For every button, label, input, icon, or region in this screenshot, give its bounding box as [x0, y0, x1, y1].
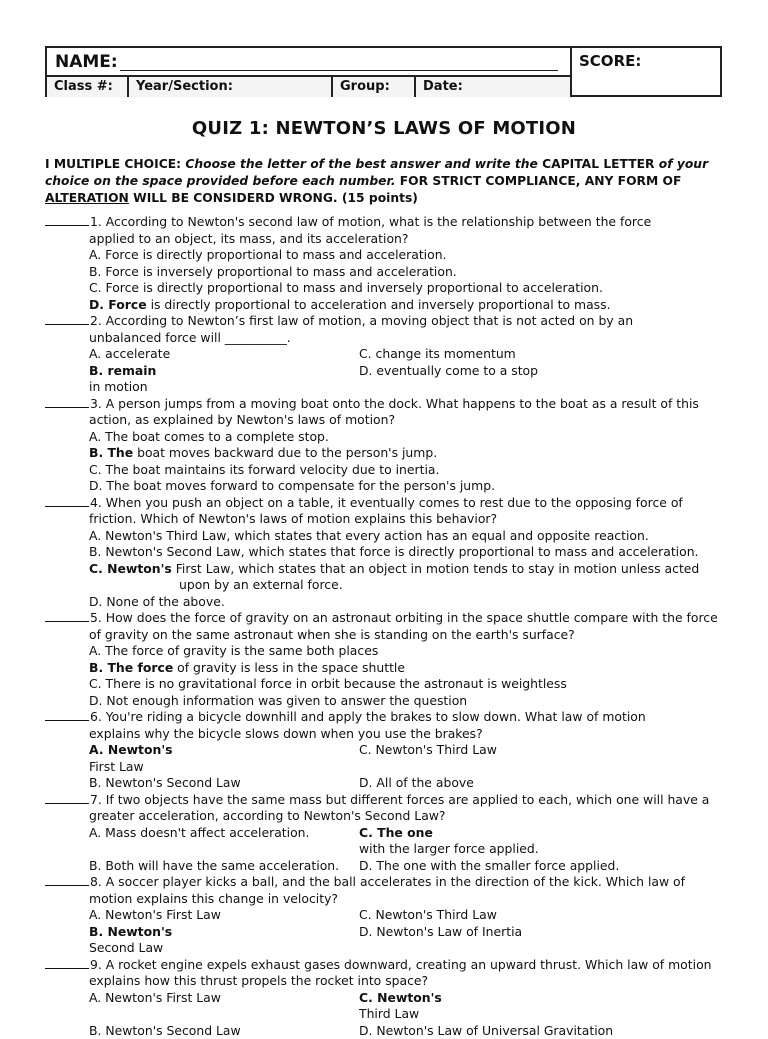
option-b-bold: B. Newton's	[89, 924, 172, 939]
option-b	[89, 924, 359, 957]
option-a: A. Force is directly proportional to mass and acceleration.	[45, 247, 725, 264]
student-info-box	[45, 46, 722, 97]
question-stem: 8. A soccer player kicks a ball, and the ball accelerates in the direction of the kick. Which law of	[90, 874, 685, 889]
answer-blank[interactable]	[45, 313, 89, 325]
class-number-label: Class #:	[47, 77, 129, 97]
question-1	[45, 214, 725, 313]
option-c-bold: C. The one	[359, 825, 433, 840]
option-a: A. The boat comes to a complete stop.	[45, 429, 725, 446]
option-b-bold: B. The	[89, 445, 133, 460]
question-5	[45, 610, 725, 709]
option-c	[359, 990, 629, 1023]
option-a: A. Newton's First Law	[89, 907, 359, 924]
answer-blank[interactable]	[45, 214, 89, 226]
instr-alteration: ALTERATION	[45, 191, 129, 205]
name-label: NAME:	[55, 52, 118, 72]
option-c-rest: Third Law	[359, 1006, 629, 1023]
question-list	[45, 214, 725, 1039]
option-a: A. accelerate	[89, 346, 359, 363]
option-a: A. Mass doesn't affect acceleration.	[89, 825, 359, 858]
question-stem-cont: action, as explained by Newton's laws of motion?	[45, 412, 725, 429]
answer-blank[interactable]	[45, 709, 89, 721]
option-b-bold: B. remain	[89, 363, 156, 378]
option-b: B. Newton's Second Law	[89, 775, 359, 792]
page-title: QUIZ 1: NEWTON’S LAWS OF MOTION	[0, 118, 768, 139]
option-d: D. The one with the smaller force applied.	[359, 858, 629, 875]
group-label: Group:	[333, 77, 416, 97]
option-b	[45, 445, 725, 462]
option-d: D. The boat moves forward to compensate for the person's jump.	[45, 478, 725, 495]
option-d: D. None of the above.	[45, 594, 725, 611]
option-b-rest: Second Law	[89, 940, 359, 957]
answer-blank[interactable]	[45, 874, 89, 886]
name-row	[47, 48, 570, 77]
option-b: B. Both will have the same acceleration.	[89, 858, 359, 875]
part-label: I MULTIPLE CHOICE:	[45, 157, 181, 171]
option-c: C. There is no gravitational force in orbit because the astronaut is weightless	[45, 676, 725, 693]
option-b: B. Force is inversely proportional to mass and acceleration.	[45, 264, 725, 281]
question-stem-cont: friction. Which of Newton's laws of motion explains this behavior?	[45, 511, 725, 528]
question-stem-cont: unbalanced force will __________.	[45, 330, 725, 347]
option-c	[45, 561, 725, 578]
option-c-rest: First Law, which states that an object in motion tends to stay in motion unless acted	[172, 561, 700, 576]
option-d: D. Newton's Law of Universal Gravitation	[359, 1023, 629, 1039]
option-a	[89, 742, 359, 775]
instr-text-4: WILL BE CONSIDERD WRONG. (15 points)	[133, 191, 418, 205]
question-stem: 6. You're riding a bicycle downhill and apply the brakes to slow down. What law of motion	[90, 709, 646, 724]
option-c: C. Newton's Third Law	[359, 742, 629, 775]
question-stem: 4. When you push an object on a table, it eventually comes to rest due to the opposing force of	[90, 495, 683, 510]
answer-blank[interactable]	[45, 610, 89, 622]
option-a: A. Newton's First Law	[89, 990, 359, 1023]
question-stem-cont: of gravity on the same astronaut when she is standing on the earth's surface?	[45, 627, 725, 644]
option-d: D. Not enough information was given to answer the question	[45, 693, 725, 710]
option-b-rest: in motion	[89, 379, 359, 396]
option-c-bold: C. Newton's	[359, 990, 442, 1005]
option-b-rest: boat moves backward due to the person's jump.	[133, 445, 437, 460]
question-7	[45, 792, 725, 875]
question-9	[45, 957, 725, 1039]
question-2	[45, 313, 725, 396]
question-stem: 5. How does the force of gravity on an astronaut orbiting in the space shuttle compare with the force	[90, 610, 718, 625]
answer-blank[interactable]	[45, 396, 89, 408]
question-stem-cont: explains how this thrust propels the rocket into space?	[45, 973, 725, 990]
option-b	[89, 363, 359, 396]
instr-text-1: Choose the letter of the best answer and write the	[185, 157, 538, 171]
option-c: C. change its momentum	[359, 346, 629, 363]
question-stem: 7. If two objects have the same mass but different forces are applied to each, which one will have a	[90, 792, 709, 807]
instructions	[45, 156, 725, 207]
year-section-label: Year/Section:	[129, 77, 333, 97]
instr-text-3: FOR STRICT COMPLIANCE, ANY FORM OF	[400, 174, 682, 188]
question-stem: 3. A person jumps from a moving boat onto the dock. What happens to the boat as a result of this	[90, 396, 699, 411]
option-c-cont: upon by an external force.	[45, 577, 725, 594]
option-d-bold: D. Force	[89, 297, 147, 312]
option-a-bold: A. Newton's	[89, 742, 173, 757]
question-stem: 2. According to Newton’s first law of motion, a moving object that is not acted on by an	[90, 313, 633, 328]
question-4	[45, 495, 725, 611]
date-label: Date:	[416, 77, 570, 97]
option-b: B. Newton's Second Law	[89, 1023, 359, 1039]
instr-text-2: of your choice on the space provided before each number.	[45, 157, 708, 188]
answer-blank[interactable]	[45, 792, 89, 804]
question-6	[45, 709, 725, 792]
question-3	[45, 396, 725, 495]
option-a-rest: First Law	[89, 759, 359, 776]
name-field[interactable]	[120, 70, 558, 71]
answer-blank[interactable]	[45, 495, 89, 507]
option-b	[45, 660, 725, 677]
option-d: D. Newton's Law of Inertia	[359, 924, 629, 957]
option-b: B. Newton's Second Law, which states that force is directly proportional to mass and acceleration.	[45, 544, 725, 561]
question-8	[45, 874, 725, 957]
option-c: C. The boat maintains its forward velocity due to inertia.	[45, 462, 725, 479]
option-d-rest: is directly proportional to acceleration and inversely proportional to mass.	[147, 297, 611, 312]
details-row	[47, 77, 570, 97]
instr-cap: CAPITAL LETTER	[542, 157, 654, 171]
option-d: D. All of the above	[359, 775, 629, 792]
info-left	[47, 48, 572, 95]
option-c: C. Force is directly proportional to mass and inversely proportional to acceleration.	[45, 280, 725, 297]
option-b-rest: of gravity is less in the space shuttle	[173, 660, 405, 675]
question-stem-cont: motion explains this change in velocity?	[45, 891, 725, 908]
option-c: C. Newton's Third Law	[359, 907, 629, 924]
question-stem: 1. According to Newton's second law of motion, what is the relationship between the force	[90, 214, 651, 229]
option-c	[359, 825, 629, 858]
option-c-rest: with the larger force applied.	[359, 841, 629, 858]
option-a: A. The force of gravity is the same both places	[45, 643, 725, 660]
question-stem: 9. A rocket engine expels exhaust gases downward, creating an upward thrust. Which law of motion	[90, 957, 712, 972]
option-c-bold: C. Newton's	[89, 561, 172, 576]
question-stem-cont: explains why the bicycle slows down when you use the brakes?	[45, 726, 725, 743]
answer-blank[interactable]	[45, 957, 89, 969]
option-a: A. Newton's Third Law, which states that every action has an equal and opposite reaction.	[45, 528, 725, 545]
question-stem-cont: greater acceleration, according to Newton's Second Law?	[45, 808, 725, 825]
option-d: D. eventually come to a stop	[359, 363, 629, 396]
question-stem-cont: applied to an object, its mass, and its acceleration?	[45, 231, 725, 248]
option-b-bold: B. The force	[89, 660, 173, 675]
option-d	[45, 297, 725, 314]
score-label: SCORE:	[579, 52, 641, 70]
